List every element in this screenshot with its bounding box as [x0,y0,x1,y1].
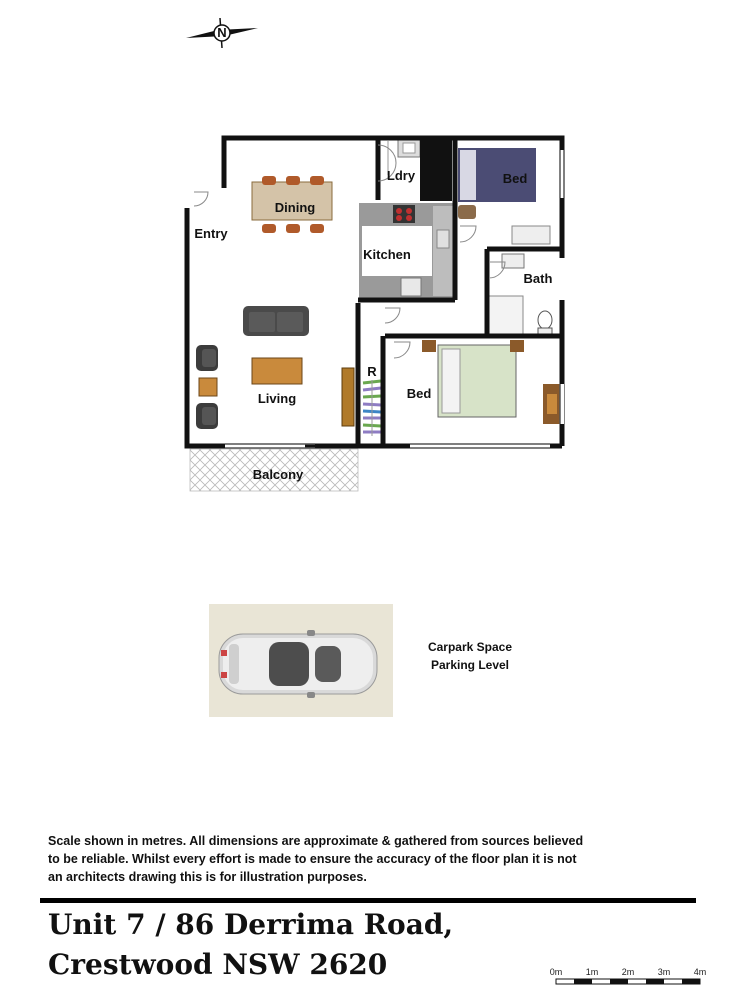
sofa [243,306,309,336]
coffee-table [252,358,302,384]
room-label-bed-1: Bed [502,171,528,186]
room-label-bed-2: Bed [406,386,432,401]
compass-icon [186,18,258,48]
room-label-bath: Bath [523,271,553,286]
divider [40,898,696,903]
carpark-title: Carpark Space [427,640,513,654]
carpark-level: Parking Level [430,658,510,672]
room-label-robe: R [367,364,377,379]
room-label-dining: Dining [274,200,316,215]
disclaimer-line-3: an architects drawing this is for illustration purposes. [48,870,367,884]
address-line-1: Unit 7 / 86 Derrima Road, [48,908,454,941]
disclaimer-line-1: Scale shown in metres. All dimensions are approximate & gathered from sources believed [48,834,584,848]
room-label-ldry: Ldry [386,168,416,183]
scale-label-4: 4m [693,967,707,977]
tv-unit [342,368,354,426]
scale-label-1: 1m [585,967,599,977]
disclaimer [48,832,628,886]
room-label-kitchen: Kitchen [363,247,411,262]
scale-label-2: 2m [621,967,635,977]
disclaimer-line-2: to be reliable. Whilst every effort is made to ensure the accuracy of the floor plan it is not [48,852,577,866]
compass-letter: N [217,25,227,40]
scale-label-3: 3m [657,967,671,977]
carpark-car-illustration [209,604,393,717]
room-label-balcony: Balcony [252,467,304,482]
armchairs [196,345,218,429]
room-label-living: Living [257,391,297,406]
scale-label-0: 0m [549,967,563,977]
address-line-2: Crestwood NSW 2620 [48,948,388,981]
room-label-entry: Entry [194,226,228,241]
scale-bar [548,962,718,992]
